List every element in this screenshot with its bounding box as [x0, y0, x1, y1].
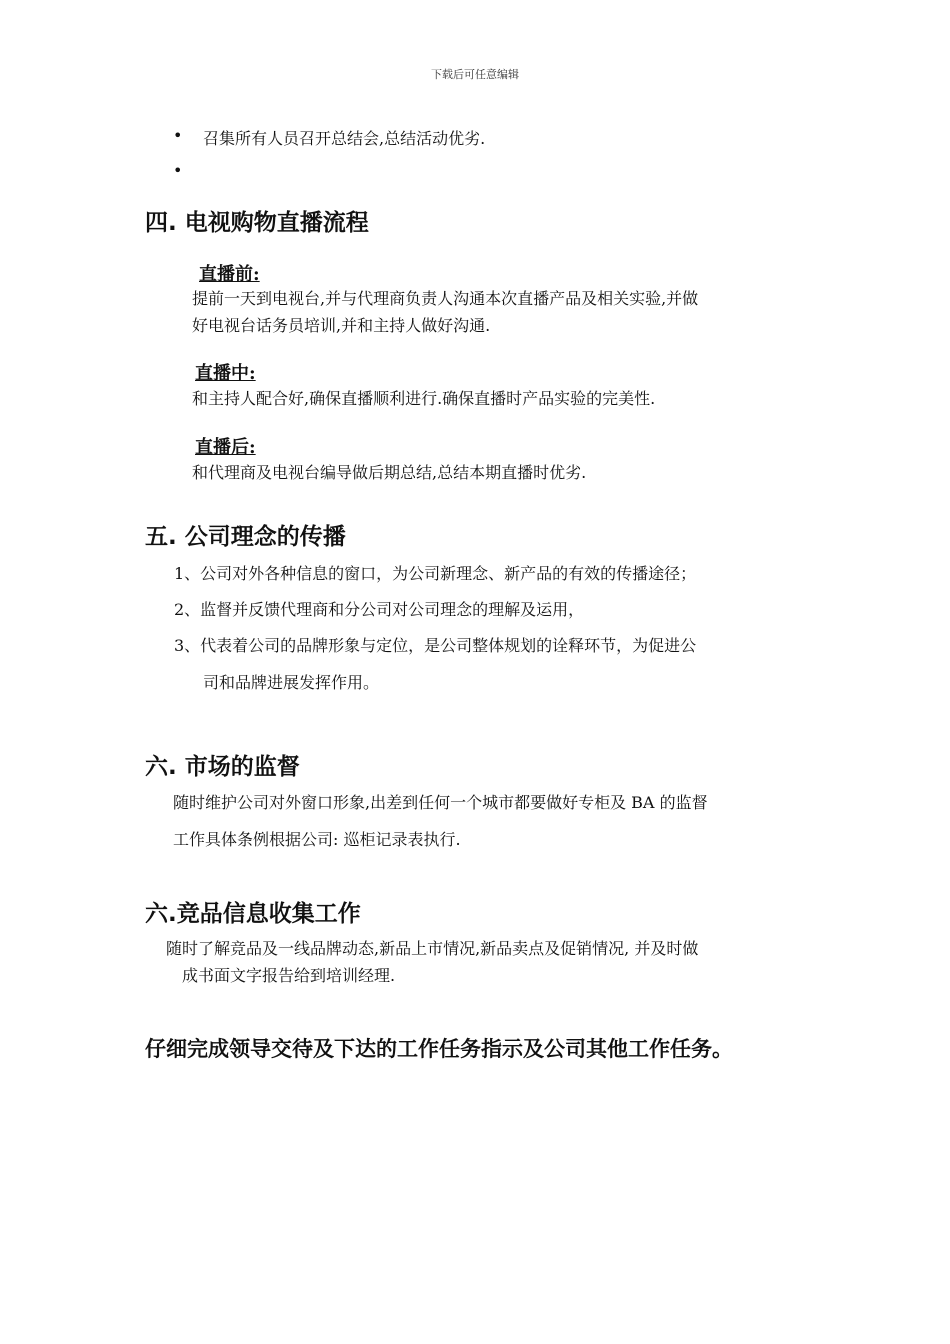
subheading-before-broadcast: 直播前: [199, 264, 260, 285]
section-title-company-philosophy: 五. 公司理念的传播 [145, 524, 346, 550]
bullet-icon: • [173, 161, 183, 180]
paragraph-line: 随时了解竞品及一线品牌动态,新品上市情况,新品卖点及促销情况, 并及时做 [166, 939, 699, 958]
bullet-item: 召集所有人员召开总结会,总结活动优劣. [203, 129, 486, 148]
list-item: 1、公司对外各种信息的窗口，为公司新理念、新产品的有效的传播途径； [174, 564, 697, 583]
paragraph-line: 成书面文字报告给到培训经理. [182, 966, 396, 985]
paragraph-line: 好电视台话务员培训,并和主持人做好沟通. [192, 316, 491, 335]
paragraph-line: 和主持人配合好,确保直播顺利进行.确保直播时产品实验的完美性. [192, 389, 656, 408]
section-title-live-broadcast: 四. 电视购物直播流程 [145, 210, 369, 236]
section-title-market-supervision: 六. 市场的监督 [145, 754, 300, 780]
page-header: 下载后可任意编辑 [431, 68, 519, 81]
list-item: 2、监督并反馈代理商和分公司对公司理念的理解及运用， [174, 600, 585, 619]
section-title-competitor-info: 六.竞品信息收集工作 [145, 901, 361, 927]
paragraph-line: 随时维护公司对外窗口形象,出差到任何一个城市都要做好专柜及 BA 的监督 [173, 793, 708, 812]
paragraph-line: 和代理商及电视台编导做后期总结,总结本期直播时优劣. [192, 463, 587, 482]
paragraph-line: 提前一天到电视台,并与代理商负责人沟通本次直播产品及相关实验,并做 [192, 289, 699, 308]
list-item-continuation: 司和品牌进展发挥作用。 [203, 673, 380, 692]
subheading-during-broadcast: 直播中: [195, 363, 256, 384]
list-item: 3、代表着公司的品牌形象与定位，是公司整体规划的诠释环节，为促进公 [174, 636, 697, 655]
closing-statement: 仔细完成领导交待及下达的工作任务指示及公司其他工作任务。 [145, 1037, 733, 1061]
bullet-icon: • [173, 126, 183, 145]
paragraph-line: 工作具体条例根据公司: 巡柜记录表执行. [173, 830, 461, 849]
subheading-after-broadcast: 直播后: [195, 437, 256, 458]
